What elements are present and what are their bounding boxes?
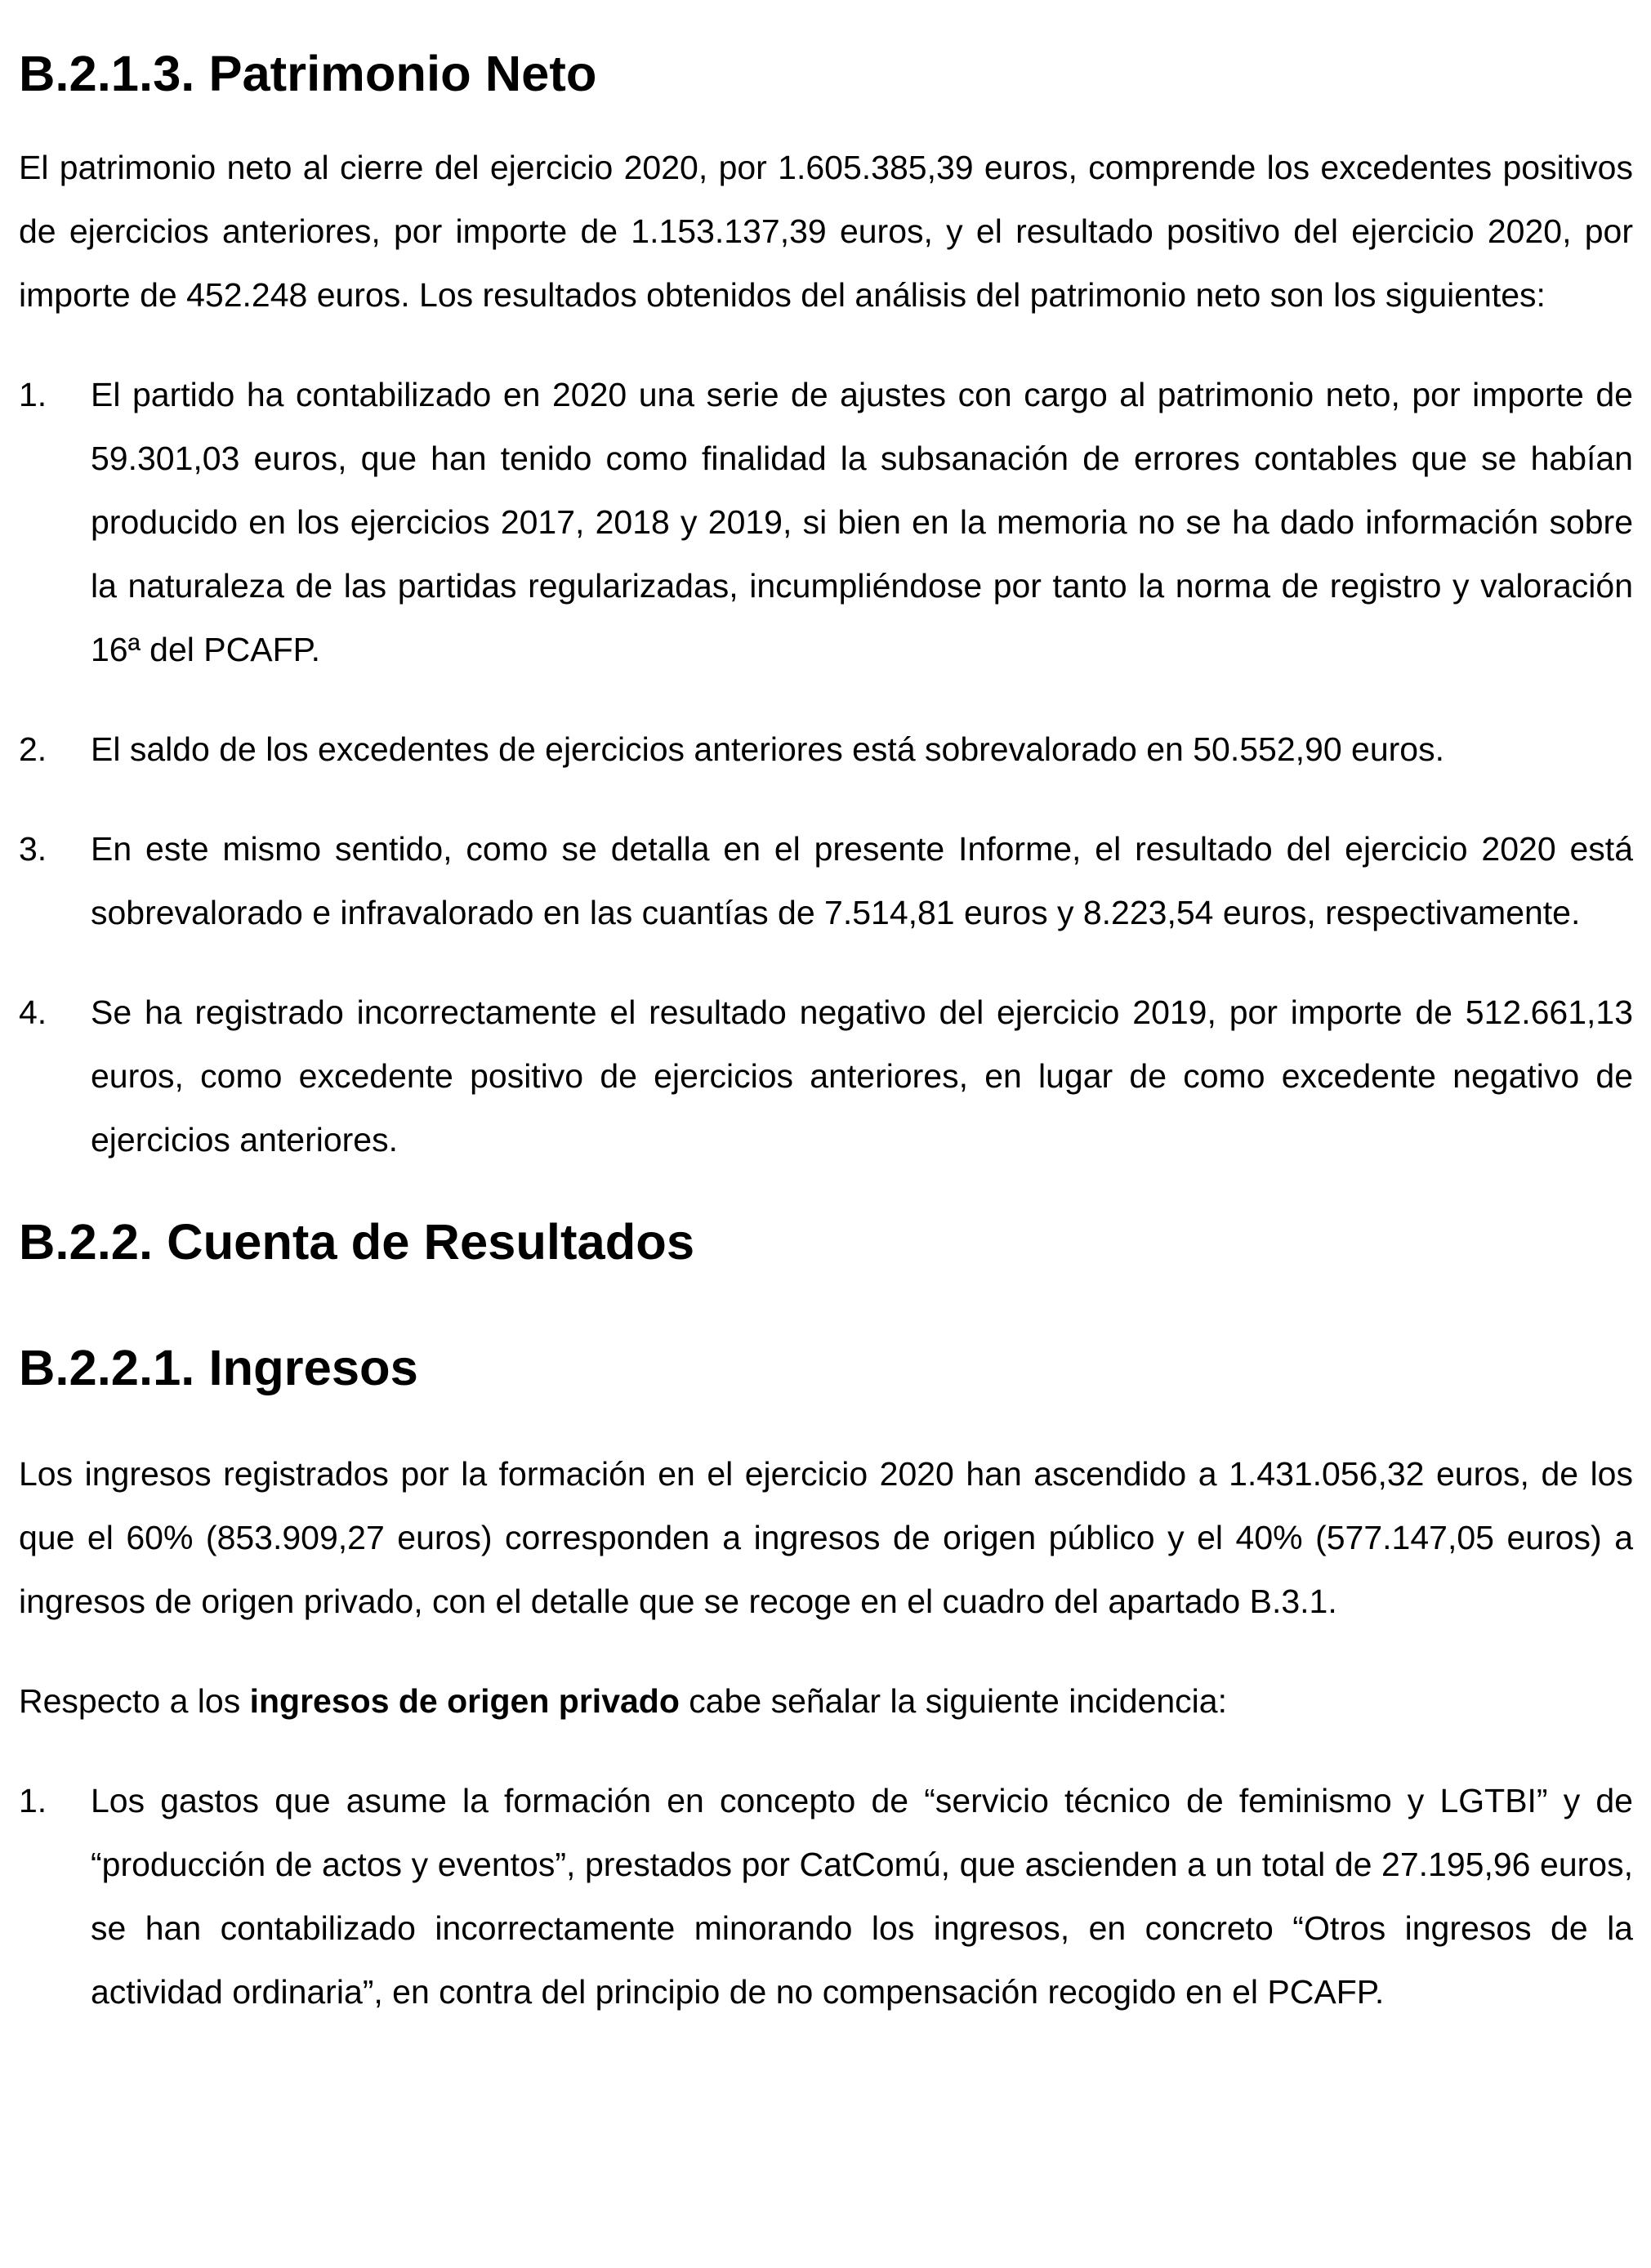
section-heading-ingresos: B.2.2.1. Ingresos — [19, 1339, 418, 1396]
document-page — [19, 44, 1633, 2024]
list-item-number: 3. — [19, 829, 47, 868]
privado-text-after: cabe señalar la siguiente incidencia: — [679, 1682, 1227, 1721]
list-item — [19, 817, 1633, 944]
list-item-text: El partido ha contabilizado en 2020 una serie de ajustes con cargo al patrimonio neto, por importe de 59.301,03 euros, que han tenido como finalidad la subsanación de errores contables que se habían producido en los ejercicios 2017, 2018 y 2019, si bien en la memoria no se ha dado información sobre la naturaleza de las partidas regularizadas, incumpliéndose por tanto la norma de registro y valoración 16ª del PCAFP. — [91, 375, 1633, 668]
list-item-text: Los gastos que asume la formación en concepto de “servicio técnico de feminismo y LGTBI” y de “producción de actos y eventos”, prestados por CatComú, que ascienden a un total de 27.195,96 euros, se han contabilizado incorrectamente minorando los ingresos, en concreto “Otros ingresos de la actividad ordinaria”, en contra del principio de no compensación recogido en el PCAFP. — [91, 1782, 1633, 2011]
list-item — [19, 717, 1633, 781]
patrimonio-intro-paragraph: El patrimonio neto al cierre del ejercicio 2020, por 1.605.385,39 euros, comprende los excedentes positivos de ejercicios anteriores, por importe de 1.153.137,39 euros, y el resultado positivo del ejercicio 2020, por importe de 452.248 euros. Los resultados obtenidos del análisis del patrimonio neto son los siguientes: — [19, 148, 1633, 314]
list-item — [19, 363, 1633, 681]
section-heading-patrimonio-neto: B.2.1.3. Patrimonio Neto — [19, 46, 597, 102]
ingresos-privado-paragraph — [19, 1669, 1633, 1733]
list-item-text: Se ha registrado incorrectamente el resultado negativo del ejercicio 2019, por importe de 512.661,13 euros, como excedente positivo de ejercicios anteriores, en lugar de como excedente negativo de ejercicios anteriores. — [91, 993, 1633, 1159]
list-item-number: 4. — [19, 993, 47, 1031]
patrimonio-findings-list — [19, 363, 1633, 1172]
list-item-number: 1. — [19, 375, 47, 413]
list-item-number: 2. — [19, 730, 47, 768]
list-item-number: 1. — [19, 1782, 47, 1820]
list-item-text: En este mismo sentido, como se detalla en el presente Informe, el resultado del ejercicio 2020 está sobrevalorado e infravalorado en las cuantías de 7.514,81 euros y 8.223,54 euros, respectivamente. — [91, 829, 1633, 931]
list-item — [19, 1769, 1633, 2024]
section-heading-cuenta-de-resultados: B.2.2. Cuenta de Resultados — [19, 1213, 695, 1270]
privado-bold-text: ingresos de origen privado — [249, 1682, 680, 1721]
ingresos-findings-list — [19, 1769, 1633, 2024]
ingresos-intro-paragraph: Los ingresos registrados por la formación en el ejercicio 2020 han ascendido a 1.431.056,32 euros, de los que el 60% (853.909,27 euros) corresponden a ingresos de origen público y el 40% (577.147,05 euros) a ingresos de origen privado, con el detalle que se recoge en el cuadro del apartado B.3.1. — [19, 1455, 1633, 1621]
privado-text-before: Respecto a los — [19, 1682, 250, 1721]
list-item — [19, 980, 1633, 1172]
list-item-text: El saldo de los excedentes de ejercicios anteriores está sobrevalorado en 50.552,90 euros. — [91, 730, 1444, 768]
